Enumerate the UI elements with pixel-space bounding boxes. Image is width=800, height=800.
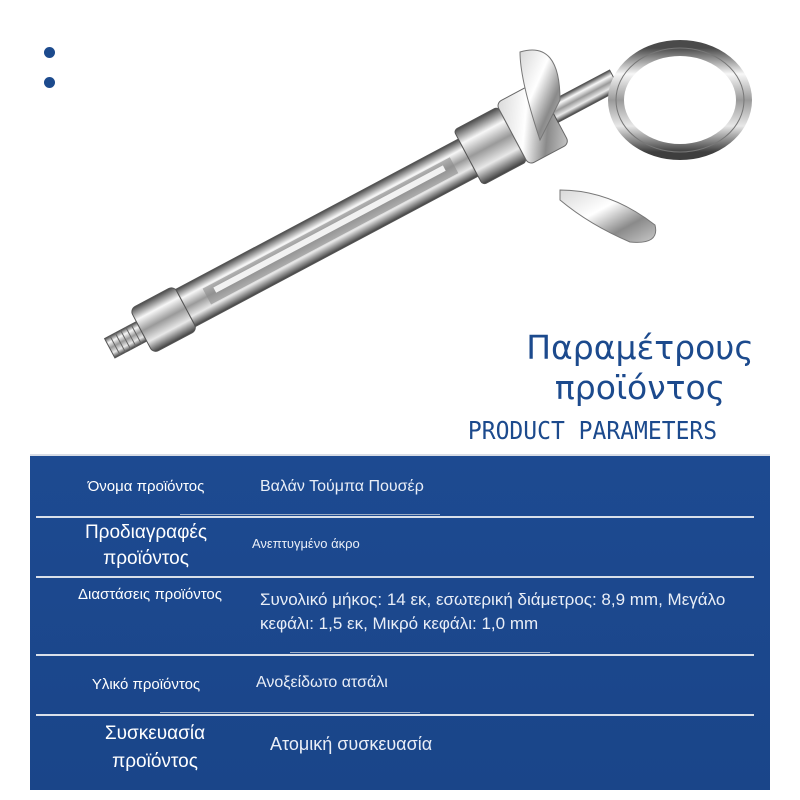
divider: [290, 652, 550, 653]
page-title-english: PRODUCT PARAMETERS: [467, 416, 718, 445]
row-label: Συσκευασία προϊόντος: [104, 723, 206, 772]
row-label: Όνομα προϊόντος: [87, 478, 205, 495]
row-label: Προδιαγραφές προϊόντος: [84, 522, 208, 569]
row-value: Ατομική συσκευασία: [270, 734, 433, 754]
row-value: Ανεπτυγμένο άκρο: [252, 536, 360, 551]
divider: [160, 712, 420, 713]
table-row: [30, 456, 770, 516]
row-label: Διαστάσεις προϊόντος: [77, 586, 223, 603]
table-row: [30, 656, 770, 714]
table-row: [30, 716, 770, 790]
parameters-table: [30, 456, 770, 790]
row-value: Βαλάν Τούμπα Πουσέρ: [260, 478, 424, 495]
title-greek-line1: Παραμέτρους: [526, 328, 754, 367]
divider: [180, 514, 440, 515]
page-title-greek: [500, 328, 780, 408]
table-row: [30, 518, 770, 576]
table-row: [30, 578, 770, 654]
title-greek-line2: προϊόντος: [554, 368, 726, 407]
row-value: Ανοξείδωτο ατσάλι: [256, 674, 388, 691]
row-label: Υλικό προϊόντος: [91, 676, 201, 693]
row-value: Συνολικό μήκος: 14 εκ, εσωτερική διάμετρος: 8,9 mm, Μεγάλο κεφάλι: 1,5 εκ, Μικρό κεφάλι: 1,0 mm: [260, 590, 726, 633]
